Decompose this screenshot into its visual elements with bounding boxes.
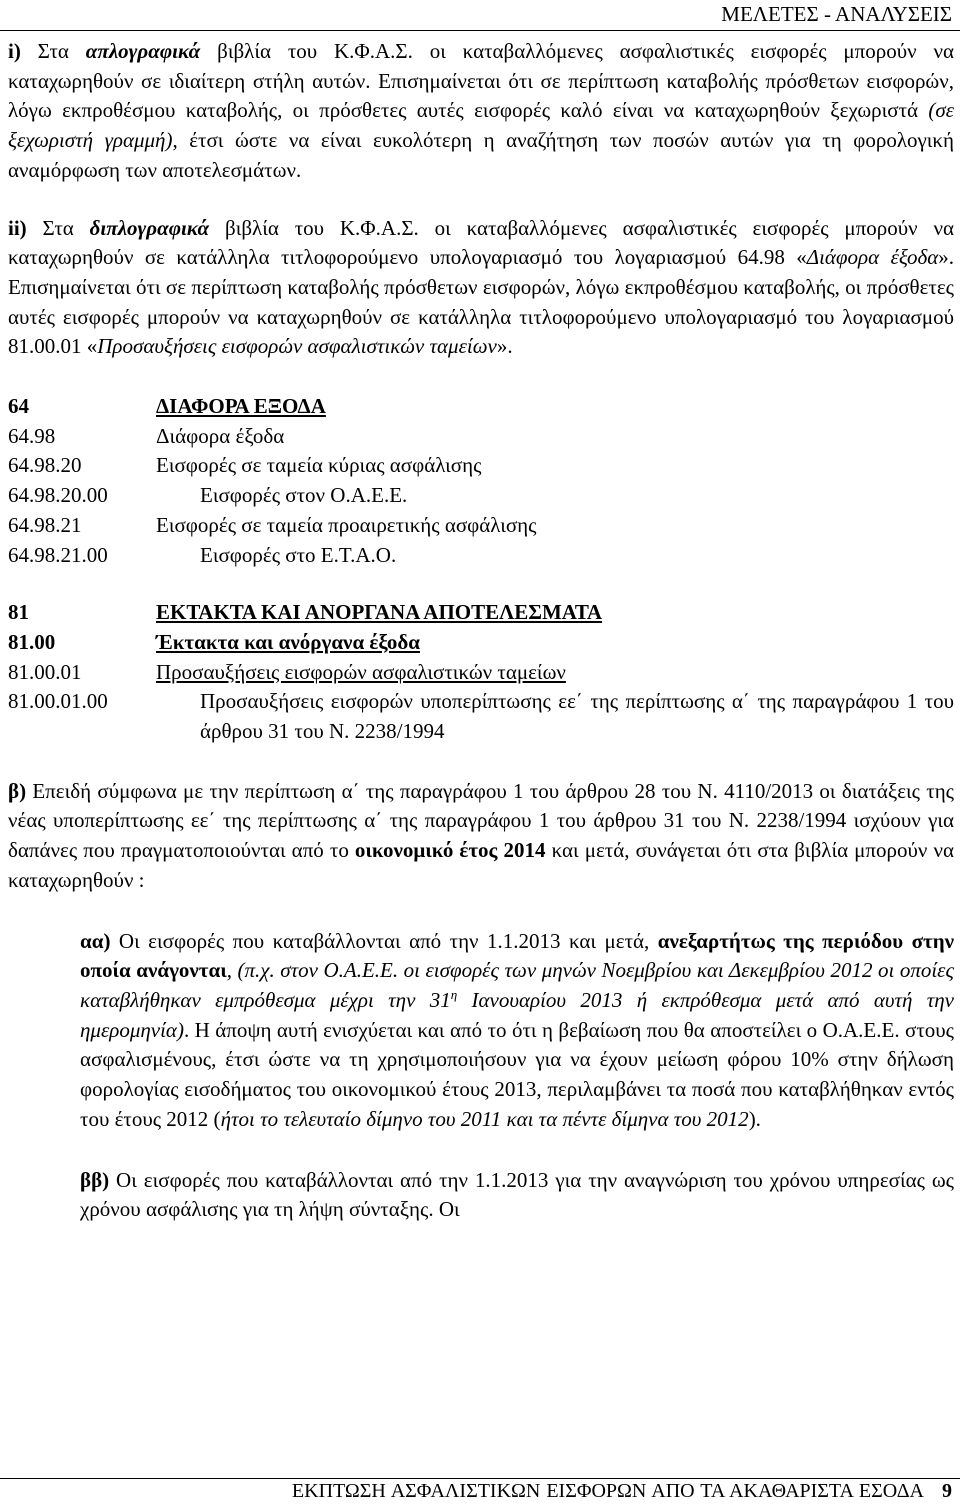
page-header: ΜΕΛΕΤΕΣ - ΑΝΑΛΥΣΕΙΣ: [721, 2, 952, 26]
item-label: ii): [8, 215, 27, 240]
header-rule: [0, 30, 960, 31]
page-footer: [292, 1480, 952, 1503]
account-row: 81.00.01.00 Προσαυξήσεις εισφορών υποπερίπτωσης εε΄ της περίπτωσης α΄ της παραγράφου 1 του άρθρου 31 του Ν. 2238/1994: [8, 689, 954, 744]
paragraph-aa: αα) Οι εισφορές που καταβάλλονται από την 1.1.2013 και μετά, ανεξαρτήτως της περιόδου στην οποία ανάγονται, (π.χ. στον Ο.Α.Ε.Ε. οι εισφορές των μηνών Νοεμβρίου και Δεκεμβρίου 2012 οι οποίες καταβλήθηκαν εμπρόθεσμα μέχρι την $31^\eta$ Ιανουαρίου 2013 ή εκπρόθεσμα μετά από αυτή την ημερομηνία). Η άποψη αυτή ενισχύεται και από το ότι η βεβαίωση που θα αποστείλει ο Ο.Α.Ε.Ε. στους ασφαλισμένους, έτσι ώστε να τη χρησιμοποιήσουν για να έχουν μείωση φόρου 10% στην δήλωση φορολογίας εισοδήματος του οικονομικού έτους 2013, περιλαμβάνει τα ποσά που καταβλήθηκαν εντός του έτους 2012 (ήτοι το τελευταίο δίμηνο του 2011 και τα πέντε δίμηνα του 2012).: [80, 928, 955, 1131]
footer-rule: [0, 1478, 960, 1479]
account-row: 64.98 Διάφορα έξοδα: [8, 423, 285, 448]
account-row: 64.98.21 Εισφορές σε ταμεία προαιρετικής ασφάλισης: [8, 512, 537, 537]
page-number: 9: [942, 1480, 952, 1502]
paragraph-i: i) Στα απλογραφικά βιβλία του Κ.Φ.Α.Σ. οι καταβαλλόμενες ασφαλιστικές εισφορές μπορούν να καταχωρηθούν σε ιδιαίτερη στήλη αυτών. Επισημαίνεται ότι σε περίπτωση καταβολής πρόσθετων εισφορών, λόγω εκπροθέσμου καταβολής, οι πρόσθετες αυτές εισφορές καλό είναι να καταχωρηθούν ξεχωριστά (σε ξεχωριστή γραμμή), έτσι ώστε να είναι ευκολότερη η αναζήτηση των ποσών αυτών για τη φορολογική αναμόρφωση των αποτελεσμάτων.: [8, 39, 954, 182]
item-label: i): [8, 39, 21, 63]
account-row: 81.00 Έκτακτα και ανόργανα έξοδα: [8, 629, 420, 654]
paragraph-ii: ii) Στα διπλογραφικά βιβλία του Κ.Φ.Α.Σ. οι καταβαλλόμενες ασφαλιστικές εισφορές μπορούν να καταχωρηθούν σε κατάλληλα τιτλοφορούμενο υπολογαριασμό του λογαριασμού 64.98 «Διάφορα έξοδα». Επισημαίνεται ότι σε περίπτωση καταβολής πρόσθετων εισφορών, λόγω εκπροθέσμου καταβολής, οι πρόσθετες αυτές εισφορές μπορούν να καταχωρηθούν σε κατάλληλα τιτλοφορούμενο υπολογαριασμό του λογαριασμού 81.00.01 «Προσαυξήσεις εισφορών ασφαλιστικών ταμείων».: [8, 215, 954, 359]
document-body: [8, 37, 954, 1225]
item-label: ββ): [80, 1167, 110, 1192]
paragraph-bb: ββ) Οι εισφορές που καταβάλλονται από την 1.1.2013 για την αναγνώριση του χρόνου υπηρεσίας ως χρόνου ασφάλισης για τη λήψη σύνταξης. Οι: [80, 1167, 954, 1222]
account-row: 64.98.21.00 Εισφορές στο Ε.Τ.Α.Ο.: [8, 542, 397, 567]
footer-title: ΕΚΠΤΩΣΗ ΑΣΦΑΛΙΣΤΙΚΩΝ ΕΙΣΦΟΡΩΝ ΑΠΟ ΤΑ ΑΚΑΘΑΡΙΣΤΑ ΕΣΟΔΑ: [291, 1480, 924, 1502]
paragraph-b: β) Επειδή σύμφωνα με την περίπτωση α΄ της παραγράφου 1 του άρθρου 28 του Ν. 4110/2013 οι διατάξεις της νέας υποπερίπτωσης εε΄ της περίπτωσης α΄ της παραγράφου 1 του άρθρου 31 του Ν. 2238/1994 ισχύουν για δαπάνες που πραγματοποιούνται από το οικονομικό έτος 2014 και μετά, συνάγεται ότι στα βιβλία μπορούν να καταχωρηθούν :: [8, 778, 954, 892]
account-row: 64.98.20 Εισφορές σε ταμεία κύριας ασφάλισης: [8, 453, 482, 478]
account-row: 64.98.20.00 Εισφορές στον Ο.Α.Ε.Ε.: [8, 483, 408, 508]
account-group-64-heading: 64 ΔΙΑΦΟΡΑ ΕΞΟΔΑ: [8, 394, 326, 419]
item-label: αα): [80, 928, 111, 953]
item-label: β): [8, 778, 27, 803]
account-row: 81.00.01 Προσαυξήσεις εισφορών ασφαλιστικών ταμείων: [8, 659, 566, 684]
account-group-81-heading: 81 ΕΚΤΑΚΤΑ ΚΑΙ ΑΝΟΡΓΑΝΑ ΑΠΟΤΕΛΕΣΜΑΤΑ: [8, 600, 603, 625]
